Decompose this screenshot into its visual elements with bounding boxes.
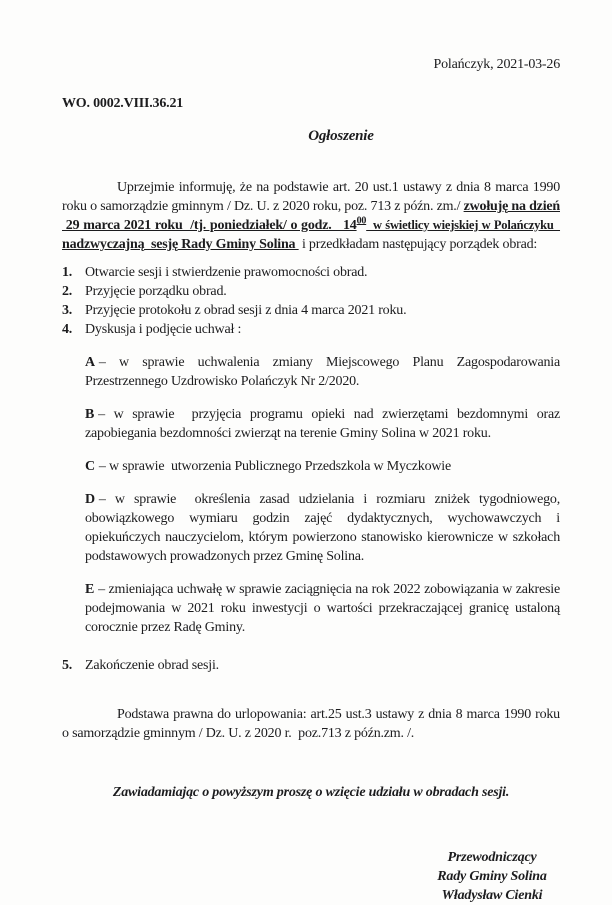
- resolution-a: [85, 353, 560, 391]
- agenda-item-number: 1.: [62, 265, 73, 280]
- resolution-e: [85, 580, 560, 637]
- agenda-list: [62, 263, 560, 675]
- agenda-item-number: 4.: [62, 322, 73, 337]
- resolution-letter: D: [85, 492, 95, 507]
- agenda-item-1: [62, 263, 560, 282]
- convocation-emphasis: zwołuję na dzień 29 marca 2021 roku /tj. poniedziałek/ o godz. 14: [62, 199, 560, 233]
- document-title: Ogłoszenie: [308, 128, 374, 144]
- signature-name: Władysław Cienki: [441, 888, 543, 903]
- agenda-item-number: 3.: [62, 303, 73, 318]
- resolution-b: [85, 405, 560, 443]
- resolution-letter: A: [85, 355, 95, 370]
- hour-superscript: 00: [356, 215, 367, 227]
- agenda-item-5: [62, 656, 560, 675]
- place-and-date: Polańczyk, 2021-03-26: [433, 57, 560, 72]
- agenda-item-text: Zakończenie obrad sesji.: [85, 658, 219, 673]
- resolution-c: [85, 457, 560, 476]
- signature-role: Przewodniczący: [447, 850, 537, 865]
- agenda-item-3: [62, 301, 560, 320]
- resolution-list: [85, 353, 560, 637]
- intro-lead-in: Uprzejmie informuję, że na podstawie art. 20 ust.1 ustawy z dnia 8 marca 1990 roku o samorządzie gminnym / Dz. U. z 2020 roku, poz. 713 z późn. zm./: [62, 180, 560, 214]
- agenda-item-4: [62, 320, 560, 339]
- resolution-letter: B: [85, 407, 95, 422]
- resolution-text: – w sprawie uchwalenia zmiany Miejscowego Planu Zagospodarowania Przestrzennego Uzdrowisko Polańczyk Nr 2/2020.: [85, 355, 560, 389]
- resolution-letter: C: [85, 459, 95, 474]
- venue-emphasis: w świetlicy wiejskiej w Polańczyku: [366, 218, 561, 232]
- intro-lead-out: i przedkładam następujący porządek obrad:: [298, 237, 538, 252]
- resolution-text: – w sprawie określenia zasad udzielania i rozmiaru zniżek tygodniowego, obowiązkowego wymiaru godzin zajęć dydaktycznych, wychowawczych i opiekuńczych nauczycielom, którym powierzono stanowisko kierownicze w szkołach podstawowych prowadzonych przez Gminę Solina.: [85, 492, 560, 564]
- resolution-text: – w sprawie utworzenia Publicznego Przedszkola w Myczkowie: [98, 459, 452, 474]
- legal-basis-paragraph: Podstawa prawna do urlopowania: art.25 ust.3 ustawy z dnia 8 marca 1990 roku o samorządzie gminnym / Dz. U. z 2020 r. poz.713 z późn.zm. /.: [62, 707, 560, 741]
- signature-institution: Rady Gminy Solina: [437, 869, 547, 884]
- agenda-item-number: 2.: [62, 284, 73, 299]
- agenda-item-text: Przyjęcie porządku obrad.: [85, 284, 227, 299]
- agenda-item-2: [62, 282, 560, 301]
- resolution-text: – zmieniająca uchwałę w sprawie zaciągnięcia na rok 2022 zobowiązania w zakresie podejmowania w 2021 roku inwestycji o wartości przekraczającej granicę ustaloną corocznie przez Radę Gminy.: [85, 582, 560, 635]
- intro-paragraph: [62, 178, 560, 254]
- agenda-item-number: 5.: [62, 658, 73, 673]
- reference-number: WO. 0002.VIII.36.21: [62, 96, 184, 111]
- resolution-text: – w sprawie przyjęcia programu opieki nad zwierzętami bezdomnymi oraz zapobiegania bezdomności zwierząt na terenie Gminy Solina w 2021 roku.: [85, 407, 560, 441]
- resolution-letter: E: [85, 582, 95, 597]
- agenda-item-text: Dyskusja i podjęcie uchwał :: [85, 322, 242, 337]
- signature-block: [372, 848, 612, 905]
- agenda-item-text: Otwarcie sesji i stwierdzenie prawomocności obrad.: [85, 265, 368, 280]
- closing-note: Zawiadamiając o powyższym proszę o wzięcie udziału w obradach sesji.: [112, 785, 510, 800]
- resolution-d: [85, 490, 560, 566]
- agenda-item-text: Przyjęcie protokołu z obrad sesji z dnia 4 marca 2021 roku.: [85, 303, 407, 318]
- session-emphasis: nadzwyczajną sesję Rady Gminy Solina: [62, 237, 299, 252]
